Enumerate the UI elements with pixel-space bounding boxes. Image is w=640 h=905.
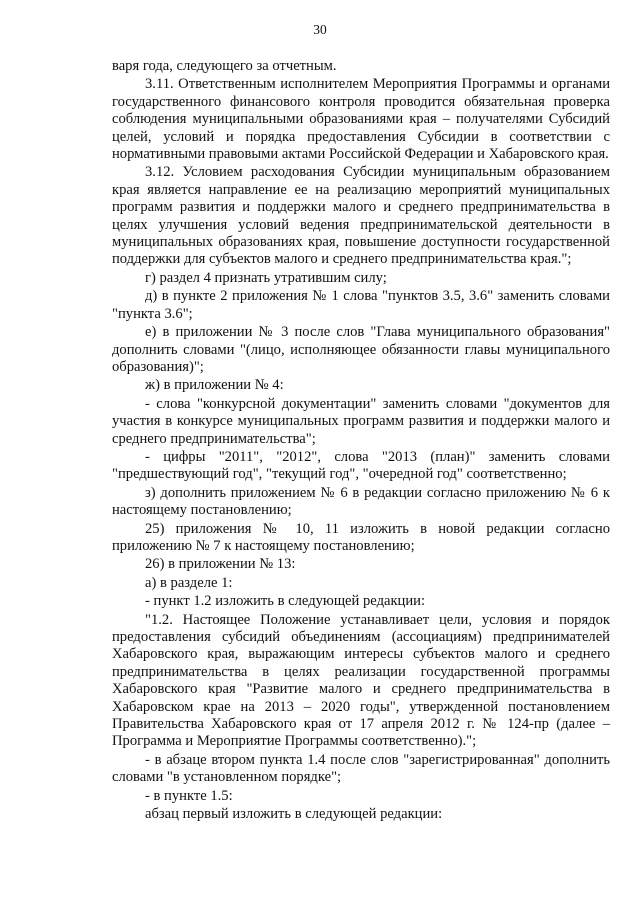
paragraph: - в абзаце втором пункта 1.4 после слов "зарегистрированная" дополнить словами "в установленном порядке"; [112, 751, 610, 786]
paragraph: - слова "конкурсной документации" заменить словами "документов для участия в конкурсе муниципальных программ развития и поддержки малого и среднего предпринимательства"; [112, 395, 610, 447]
paragraph: абзац первый изложить в следующей редакции: [145, 806, 443, 823]
paragraph: "1.2. Настоящее Положение устанавливает цели, условия и порядок предоставления субсидий объединениям (ассоциациям) предпринимателей Хабаровского края, выражающим интересы субъектов малого и среднего предпринимательства в целях реализации государственной программы Хабаровского края "Развитие малого и среднего предпринимательства в Хабаровском крае на 2013 – 2020 годы", утвержденной постановлением Правительства Хабаровского края от 17 апреля 2012 г. № 124-пр (далее – Программа и Мероприятие Программы соответственно)."; [112, 611, 610, 750]
paragraph: з) дополнить приложением № 6 в редакции согласно приложению № 6 к настоящему постановлению; [112, 484, 610, 519]
paragraph: ж) в приложении № 4: [145, 377, 284, 394]
paragraph: 3.11. Ответственным исполнителем Мероприятия Программы и органами государственного финансового контроля проводится обязательная проверка соблюдения муниципальными образованиями края – получателями Субсидий целей, условий и порядка предоставления Субсидии в соответствии с нормативными правовыми актами Российской Федерации и Хабаровского края. [112, 76, 610, 163]
paragraph: 26) в приложении № 13: [145, 556, 296, 573]
paragraph: е) в приложении № 3 после слов "Глава муниципального образования" дополнить словами "(лицо, исполняющее обязанности главы муниципального образования)"; [112, 324, 610, 375]
paragraph: - пункт 1.2 изложить в следующей редакции: [145, 593, 426, 610]
paragraph: - в пункте 1.5: [145, 787, 233, 804]
paragraph: варя года, следующего за отчетным. [112, 58, 337, 74]
paragraph: д) в пункте 2 приложения № 1 слова "пунктов 3.5, 3.6" заменить словами "пункта 3.6"; [112, 288, 610, 322]
document-body [112, 58, 610, 824]
paragraph: 3.12. Условием расходования Субсидии муниципальным образованием края является направление ее на реализацию мероприятий муниципальных программ развития и поддержки малого и среднего предпринимательства в целях улучшения условий ведения предпринимательской деятельности в муниципальных образованиях края, повышение доступности государственной поддержки для субъектов малого и среднего предпринимательства края."; [112, 164, 610, 268]
page-number: 30 [313, 22, 327, 37]
paragraph: 25) приложения № 10, 11 изложить в новой редакции согласно приложению № 7 к настоящему постановлению; [112, 520, 610, 554]
paragraph: - цифры "2011", "2012", слова "2013 (план)" заменить словами "предшествующий год", "текущий год", "очередной год" соответственно; [112, 448, 610, 483]
paragraph: а) в разделе 1: [145, 574, 233, 591]
paragraph: г) раздел 4 признать утратившим силу; [145, 269, 387, 286]
